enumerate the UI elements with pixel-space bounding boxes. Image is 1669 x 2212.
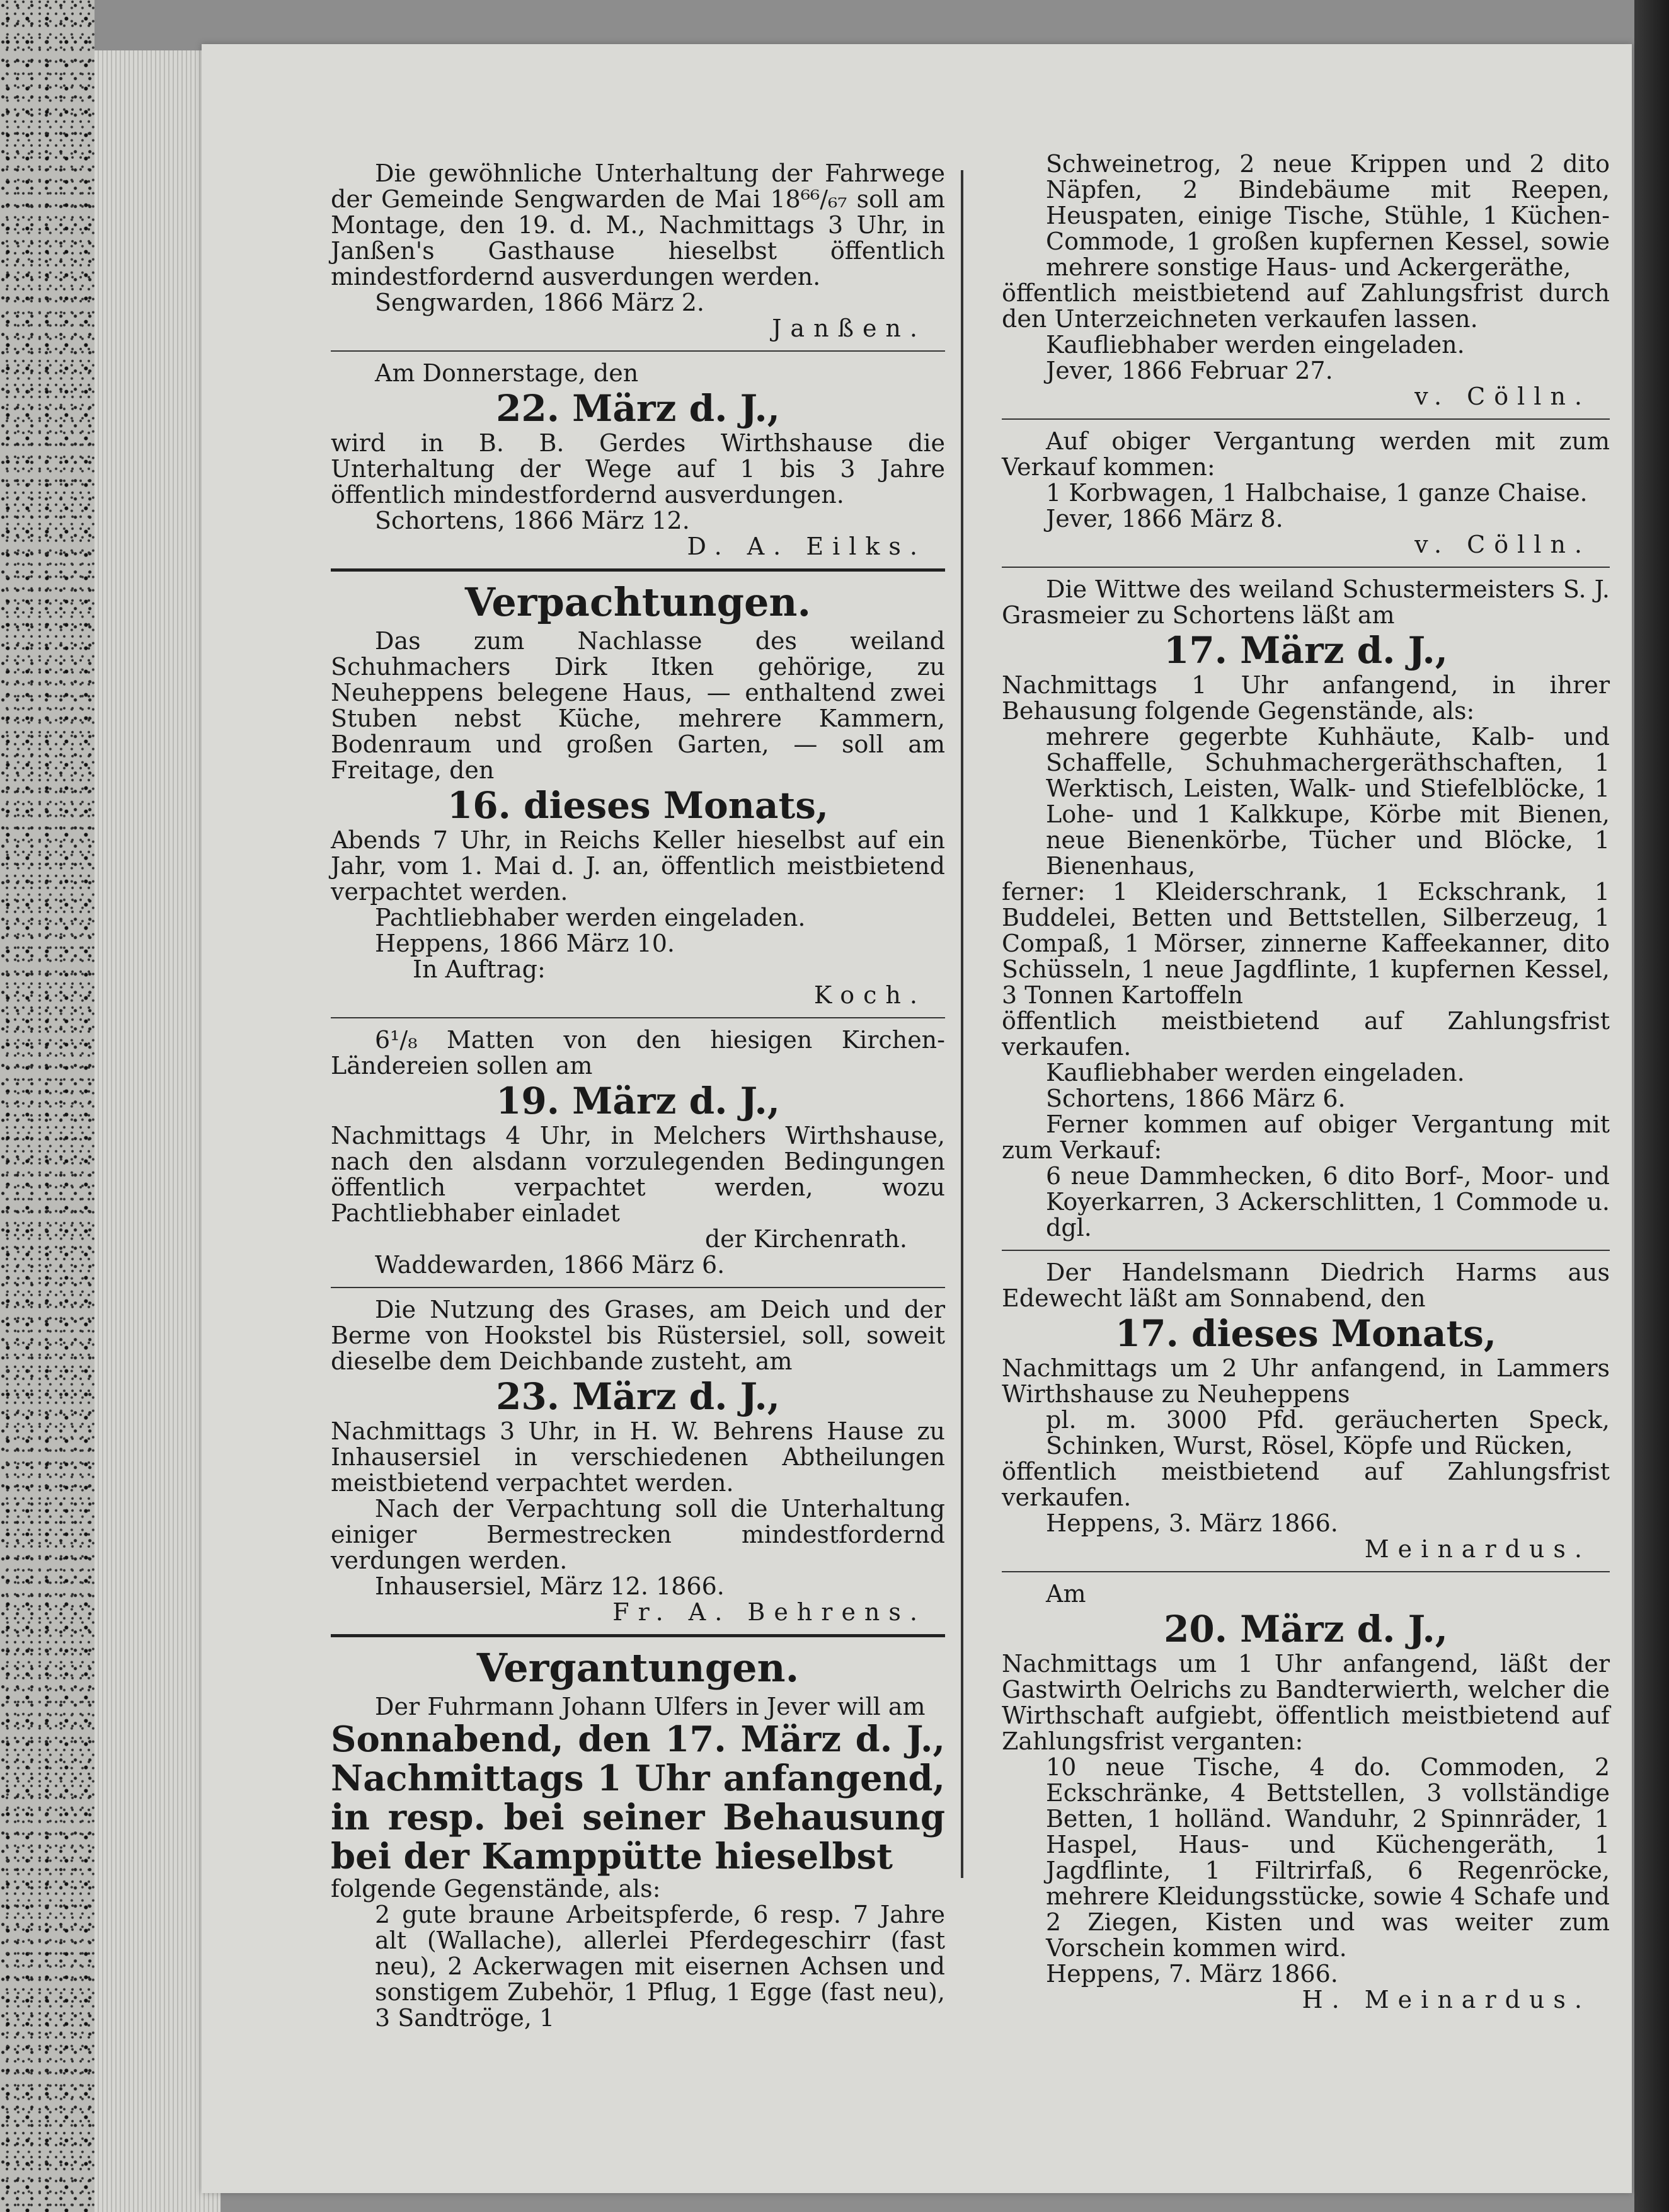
- section-heading-vergantungen: Vergantungen.: [476, 1645, 800, 1691]
- divider: [331, 1287, 945, 1288]
- notice-body: 6¹/₈ Matten von den hiesigen Kirchen-Ländereien sollen am: [331, 1026, 945, 1080]
- notice-body: Nachmittags um 2 Uhr anfangend, in Lammers Wirthshause zu Neuheppens: [1002, 1354, 1610, 1408]
- notice-place-date: Inhausersiel, März 12. 1866.: [375, 1572, 725, 1600]
- notice-invitation: Pachtliebhaber werden eingeladen.: [375, 904, 806, 931]
- book-shadow-right: [1634, 0, 1669, 2212]
- divider: [1002, 1571, 1610, 1572]
- notice-intro: Am Donnerstage, den: [375, 359, 639, 387]
- notice-invitation: Kaufliebhaber werden eingeladen.: [1046, 1059, 1465, 1086]
- notice-signature: Koch.: [813, 981, 926, 1009]
- notice-big-heading: Sonnabend, den 17. März d. J., Nachmittags 1 Uhr anfangend, in resp. bei seiner Behausung bei der Kamppütte hieselbst: [331, 1719, 945, 1877]
- notice-body: öffentlich meistbietend auf Zahlungsfrist verkaufen.: [1002, 1458, 1610, 1511]
- notice-place-date: Schortens, 1866 März 12.: [375, 507, 690, 534]
- notice-date-heading: 16. dieses Monats,: [447, 784, 829, 827]
- notice-item-list: 6 neue Dammhecken, 6 dito Borf-, Moor- und Koyerkarren, 3 Ackerschlitten, 1 Commode u. dgl.: [1046, 1162, 1610, 1241]
- notice-body: öffentlich meistbietend auf Zahlungsfrist verkaufen.: [1002, 1007, 1610, 1061]
- notice-body: Nachmittags 3 Uhr, in H. W. Behrens Hause zu Inhausersiel in verschiedenen Abtheilungen meistbietend verpachtet werden.: [331, 1417, 945, 1497]
- notice-date-heading: 23. März d. J.,: [496, 1375, 780, 1418]
- notice-place-date: Jever, 1866 Februar 27.: [1046, 357, 1333, 384]
- notice-item-list: Schweinetrog, 2 neue Krippen und 2 dito Näpfen, 2 Bindebäume mit Reepen, Heuspaten, einige Tische, Stühle, 1 Küchen-Commode, 1 großen kupfernen Kessel, sowie mehrere sonstige Haus- und Ackergeräthe,: [1046, 150, 1610, 281]
- column-divider: [961, 170, 963, 1878]
- notice-body: Die Nutzung des Grases, am Deich und der Berme von Hookstel bis Rüstersiel, soll, soweit dieselbe dem Deichbande zusteht, am: [331, 1296, 945, 1375]
- notice-place-date: Sengwarden, 1866 März 2.: [375, 289, 704, 316]
- notice-body: öffentlich meistbietend auf Zahlungsfrist durch den Unterzeichneten verkaufen lassen.: [1002, 279, 1610, 333]
- divider: [1002, 1250, 1610, 1251]
- divider: [331, 350, 945, 352]
- notice-place-date: Heppens, 1866 März 10.: [375, 930, 675, 957]
- notice-date-heading: 17. März d. J.,: [1164, 629, 1448, 672]
- notice-place-date: Schortens, 1866 März 6.: [1046, 1085, 1346, 1112]
- notice-signature: der Kirchenrath.: [704, 1225, 907, 1253]
- divider: [1002, 418, 1610, 420]
- notice-intro: Am: [1046, 1580, 1086, 1608]
- notice-body: Auf obiger Vergantung werden mit zum Verkauf kommen:: [1002, 427, 1610, 481]
- notice-place-date: Waddewarden, 1866 März 6.: [375, 1251, 725, 1279]
- notice-place-date: Jever, 1866 März 8.: [1046, 505, 1283, 533]
- notice-signature: Fr. A. Behrens.: [612, 1598, 926, 1626]
- notice-body: Nachmittags 4 Uhr, in Melchers Wirthshause, nach den alsdann vorzulegenden Bedingungen öffentlich verpachtet werden, wozu Pachtliebhaber einladet: [331, 1122, 945, 1227]
- notice-signature: Janßen.: [772, 314, 926, 342]
- notice-item-list: 10 neue Tische, 4 do. Commoden, 2 Eckschränke, 4 Bettstellen, 3 vollständige Betten, 1 holländ. Wanduhr, 2 Spinnräder, 1 Haspel, Haus- und Küchengeräth, 1 Jagdflinte, 1 Filtrirfaß, 6 Regenröcke, mehrere Kleidungsstücke, sowie 4 Schafe und 2 Ziegen, Kisten und was weiter zum Vorschein kommen wird.: [1046, 1753, 1610, 1962]
- notice-item-list: 2 gute braune Arbeitspferde, 6 resp. 7 Jahre alt (Wallache), allerlei Pferdegeschirr (fast neu), 2 Ackerwagen mit eisernen Achsen und sonstigem Zubehör, 1 Pflug, 1 Egge (fast neu), 3 Sandtröge, 1: [375, 1901, 945, 2032]
- notice-intro: Der Fuhrmann Johann Ulfers in Jever will am: [375, 1693, 926, 1720]
- notice-signature: v. Cölln.: [1414, 531, 1591, 558]
- notice-body: Nachmittags um 1 Uhr anfangend, läßt der Gastwirth Oelrichs zu Bandterwierth, welcher die Wirthschaft aufgiebt, öffentlich meistbietend auf Zahlungsfrist verganten:: [1002, 1650, 1610, 1755]
- notice-body: folgende Gegenstände, als:: [331, 1875, 661, 1903]
- notice-body: Die Wittwe des weiland Schustermeisters S. J. Grasmeier zu Schortens läßt am: [1002, 575, 1610, 629]
- notice-date-heading: 17. dieses Monats,: [1115, 1312, 1497, 1355]
- notice-body: Nachmittags 1 Uhr anfangend, in ihrer Behausung folgende Gegenstände, als:: [1002, 671, 1610, 725]
- notice-item-list: ferner: 1 Kleiderschrank, 1 Eckschrank, 1 Buddelei, Betten und Bettstellen, Silberzeug, 1 Compaß, 1 Mörser, zinnerne Kaffeekanner, dito Schüsseln, 1 neue Jagdflinte, 1 kupfernen Kessel, 3 Tonnen Kartoffeln: [1002, 878, 1610, 1009]
- notice-place-date: Heppens, 7. März 1866.: [1046, 1960, 1338, 1988]
- notice-body: Ferner kommen auf obiger Vergantung mit zum Verkauf:: [1002, 1110, 1610, 1164]
- notice-signature: H. Meinardus.: [1302, 1986, 1591, 2013]
- book-edge-speckled: [0, 0, 95, 2212]
- notice-body: wird in B. B. Gerdes Wirthshause die Unterhaltung der Wege auf 1 bis 3 Jahre öffentlich mindestfordernd ausverdungen.: [331, 429, 945, 509]
- divider: [1002, 567, 1610, 568]
- notice-road-maintenance: Die gewöhnliche Unterhaltung der Fahrwege der Gemeinde Sengwarden de Mai 18⁶⁶/₆₇ soll am Montage, den 19. d. M., Nachmittags 3 Uhr, in Janßen's Gasthause hieselbst öffentlich mindestfordernd ausverdungen werden.: [331, 159, 945, 291]
- notice-item-list: 1 Korbwagen, 1 Halbchaise, 1 ganze Chaise.: [1046, 479, 1588, 507]
- notice-body: Abends 7 Uhr, in Reichs Keller hieselbst auf ein Jahr, vom 1. Mai d. J. an, öffentlich meistbietend verpachtet werden.: [331, 826, 945, 906]
- right-column: [1002, 151, 1610, 2013]
- notice-date-heading: 19. März d. J.,: [496, 1080, 780, 1122]
- notice-place-date: Heppens, 3. März 1866.: [1046, 1509, 1338, 1537]
- notice-signature: v. Cölln.: [1414, 383, 1591, 410]
- section-heading-verpachtungen: Verpachtungen.: [464, 579, 812, 625]
- notice-body: Das zum Nachlasse des weiland Schuhmachers Dirk Itken gehörige, zu Neuheppens belegene Haus, — enthaltend zwei Stuben nebst Küche, mehrere Kammern, Bodenraum und großen Garten, — soll am Freitage, den: [331, 627, 945, 784]
- notice-date-heading: 20. März d. J.,: [1164, 1608, 1448, 1650]
- notice-auftrag: In Auftrag:: [413, 955, 546, 983]
- left-column: [331, 161, 945, 2031]
- section-divider: [331, 1634, 945, 1637]
- notice-body: Nach der Verpachtung soll die Unterhaltung einiger Bermestrecken mindestfordernd verdungen werden.: [331, 1495, 945, 1574]
- notice-body: Der Handelsmann Diedrich Harms aus Edewecht läßt am Sonnabend, den: [1002, 1259, 1610, 1312]
- notice-item-list: pl. m. 3000 Pfd. geräucherten Speck, Schinken, Wurst, Rösel, Köpfe und Rücken,: [1046, 1406, 1610, 1460]
- notice-signature: Meinardus.: [1364, 1535, 1591, 1563]
- divider: [331, 1017, 945, 1018]
- notice-item-list: mehrere gegerbte Kuhhäute, Kalb- und Schaffelle, Schuhmachergeräthschaften, 1 Werktisch, Leisten, Walk- und Stiefelblöcke, 1 Lohe- und 1 Kalkkupe, Körbe mit Bienen, neue Bienenkörbe, Tücher und Blöcke, 1 Bienenhaus,: [1046, 723, 1610, 880]
- notice-invitation: Kaufliebhaber werden eingeladen.: [1046, 331, 1465, 359]
- notice-date-heading: 22. März d. J.,: [496, 387, 780, 430]
- section-divider: [331, 568, 945, 572]
- notice-signature: D. A. Eilks.: [687, 533, 926, 560]
